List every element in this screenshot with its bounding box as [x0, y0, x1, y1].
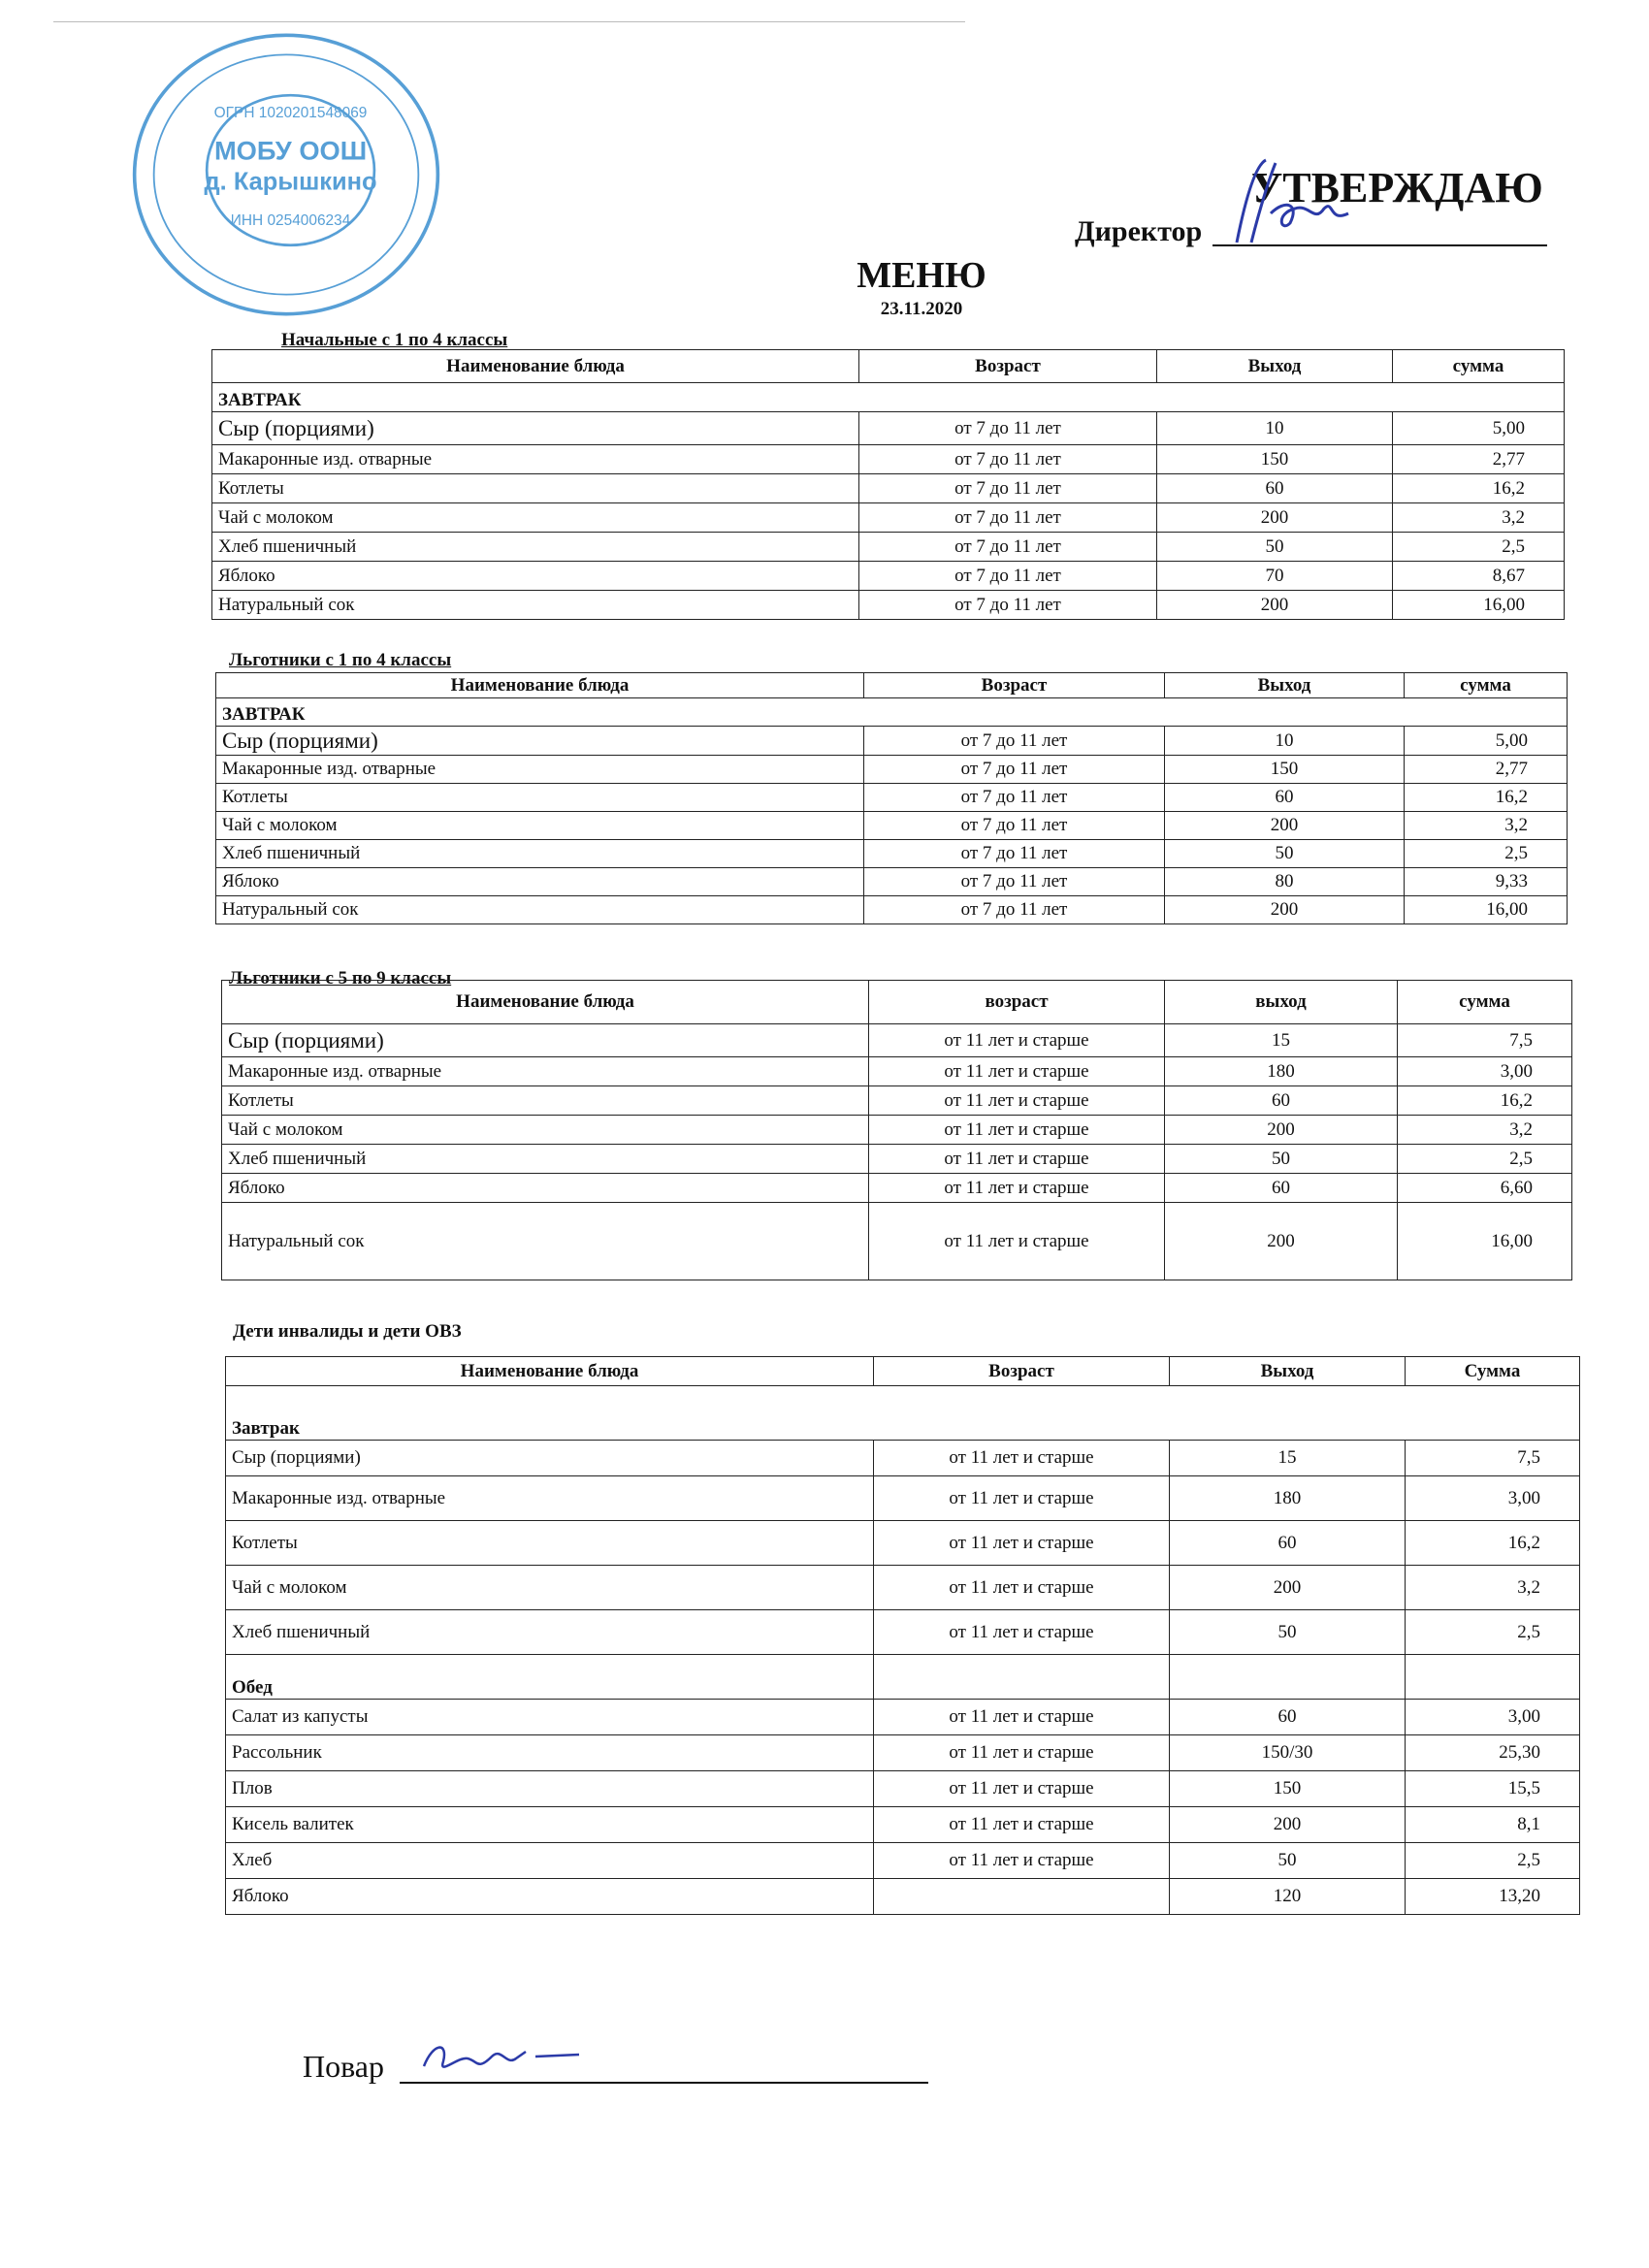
menu-table — [211, 349, 1565, 620]
menu-table — [221, 980, 1572, 1280]
dish-name: Яблоко — [212, 562, 859, 591]
dish-name: Котлеты — [222, 1086, 869, 1116]
price: 3,2 — [1393, 503, 1565, 533]
stamp-text-org: МОБУ ООШ — [213, 135, 368, 166]
header-yield: Выход — [1165, 673, 1405, 698]
yield: 180 — [1165, 1057, 1398, 1086]
header-age: Возраст — [874, 1357, 1170, 1386]
table-row — [222, 1024, 1572, 1057]
dish-name: Макаронные изд. отварные — [222, 1057, 869, 1086]
age-group: от 7 до 11 лет — [864, 784, 1165, 812]
director-signature — [1217, 155, 1353, 252]
table-row — [222, 1145, 1572, 1174]
price: 2,77 — [1405, 756, 1568, 784]
dish-name: Сыр (порциями) — [222, 1024, 869, 1057]
yield: 200 — [1165, 812, 1405, 840]
section-title: Льготники с 5 по 9 классы — [229, 968, 452, 988]
age-group: от 11 лет и старше — [869, 1174, 1165, 1203]
header-age: возраст — [869, 981, 1165, 1024]
table-row — [216, 784, 1568, 812]
table-row — [226, 1610, 1580, 1655]
table-row — [226, 1879, 1580, 1915]
section-title: Начальные с 1 по 4 классы — [281, 330, 508, 350]
yield: 150 — [1157, 445, 1393, 474]
table-row — [216, 727, 1568, 756]
meal-section-row — [216, 698, 1568, 727]
age-group: от 11 лет и старше — [874, 1566, 1170, 1610]
empty-cell — [1170, 1655, 1406, 1700]
age-group: от 11 лет и старше — [874, 1843, 1170, 1879]
price: 8,67 — [1393, 562, 1565, 591]
yield: 200 — [1157, 591, 1393, 620]
yield: 200 — [1165, 896, 1405, 924]
dish-name: Хлеб пшеничный — [226, 1610, 874, 1655]
age-group: от 7 до 11 лет — [864, 896, 1165, 924]
table-row — [216, 868, 1568, 896]
table-row — [226, 1441, 1580, 1476]
header-age: Возраст — [859, 350, 1157, 383]
price: 8,1 — [1406, 1807, 1580, 1843]
age-group: от 7 до 11 лет — [859, 474, 1157, 503]
price: 16,00 — [1393, 591, 1565, 620]
meal-section-label: Завтрак — [226, 1386, 1580, 1441]
dish-name: Сыр (порциями) — [216, 727, 864, 756]
dish-name: Натуральный сок — [222, 1203, 869, 1280]
yield: 60 — [1157, 474, 1393, 503]
price: 3,2 — [1398, 1116, 1572, 1145]
age-group — [874, 1879, 1170, 1915]
yield: 200 — [1170, 1807, 1406, 1843]
yield: 60 — [1165, 784, 1405, 812]
age-group: от 7 до 11 лет — [864, 840, 1165, 868]
price: 9,33 — [1405, 868, 1568, 896]
section-title: Дети инвалиды и дети ОВЗ — [233, 1321, 462, 1342]
table-row — [226, 1566, 1580, 1610]
cook-label: Повар — [303, 2049, 384, 2084]
dish-name: Макаронные изд. отварные — [226, 1476, 874, 1521]
age-group: от 11 лет и старше — [874, 1735, 1170, 1771]
menu-table — [225, 1356, 1580, 1915]
meal-section-label: ЗАВТРАК — [216, 698, 1568, 727]
age-group: от 11 лет и старше — [869, 1057, 1165, 1086]
price: 3,2 — [1405, 812, 1568, 840]
table-row — [226, 1700, 1580, 1735]
price: 2,5 — [1398, 1145, 1572, 1174]
age-group: от 11 лет и старше — [869, 1116, 1165, 1145]
age-group: от 7 до 11 лет — [859, 591, 1157, 620]
price: 2,5 — [1406, 1843, 1580, 1879]
header-age: Возраст — [864, 673, 1165, 698]
price: 7,5 — [1398, 1024, 1572, 1057]
price: 3,00 — [1398, 1057, 1572, 1086]
age-group: от 11 лет и старше — [874, 1476, 1170, 1521]
table-row — [222, 1086, 1572, 1116]
table-header-row — [216, 673, 1568, 698]
age-group: от 11 лет и старше — [869, 1203, 1165, 1280]
yield: 50 — [1170, 1610, 1406, 1655]
dish-name: Макаронные изд. отварные — [216, 756, 864, 784]
official-stamp — [126, 29, 446, 320]
dish-name: Хлеб — [226, 1843, 874, 1879]
price: 2,5 — [1393, 533, 1565, 562]
table-row — [226, 1807, 1580, 1843]
price: 25,30 — [1406, 1735, 1580, 1771]
dish-name: Чай с молоком — [222, 1116, 869, 1145]
age-group: от 7 до 11 лет — [864, 727, 1165, 756]
dish-name: Яблоко — [216, 868, 864, 896]
age-group: от 7 до 11 лет — [859, 412, 1157, 445]
page-title: МЕНЮ — [857, 255, 986, 296]
empty-cell — [1406, 1655, 1580, 1700]
yield: 60 — [1170, 1521, 1406, 1566]
age-group: от 7 до 11 лет — [864, 756, 1165, 784]
price: 3,00 — [1406, 1700, 1580, 1735]
table-row — [212, 533, 1565, 562]
table-row — [212, 474, 1565, 503]
yield: 200 — [1157, 503, 1393, 533]
dish-name: Хлеб пшеничный — [222, 1145, 869, 1174]
dish-name: Сыр (порциями) — [226, 1441, 874, 1476]
age-group: от 11 лет и старше — [869, 1086, 1165, 1116]
menu-table — [215, 672, 1568, 924]
dish-name: Котлеты — [212, 474, 859, 503]
table-row — [222, 1174, 1572, 1203]
price: 16,2 — [1398, 1086, 1572, 1116]
yield: 15 — [1170, 1441, 1406, 1476]
table-row — [226, 1771, 1580, 1807]
header-dish: Наименование блюда — [212, 350, 859, 383]
price: 2,77 — [1393, 445, 1565, 474]
dish-name: Чай с молоком — [212, 503, 859, 533]
header-yield: Выход — [1157, 350, 1393, 383]
age-group: от 7 до 11 лет — [859, 445, 1157, 474]
yield: 60 — [1165, 1174, 1398, 1203]
price: 16,2 — [1393, 474, 1565, 503]
table-row — [226, 1843, 1580, 1879]
director-label: Директор — [1075, 215, 1203, 247]
age-group: от 7 до 11 лет — [864, 868, 1165, 896]
table-row — [212, 412, 1565, 445]
age-group: от 7 до 11 лет — [859, 562, 1157, 591]
price: 16,2 — [1406, 1521, 1580, 1566]
price: 16,00 — [1398, 1203, 1572, 1280]
table-row — [216, 896, 1568, 924]
table-row — [216, 812, 1568, 840]
dish-name: Натуральный сок — [216, 896, 864, 924]
dish-name: Макаронные изд. отварные — [212, 445, 859, 474]
table-row — [212, 591, 1565, 620]
table-header-row — [212, 350, 1565, 383]
price: 2,5 — [1406, 1610, 1580, 1655]
header-price: Сумма — [1406, 1357, 1580, 1386]
table-row — [226, 1476, 1580, 1521]
table-row — [212, 503, 1565, 533]
table-row — [212, 445, 1565, 474]
dish-name: Яблоко — [226, 1879, 874, 1915]
table-row — [226, 1735, 1580, 1771]
dish-name: Рассольник — [226, 1735, 874, 1771]
yield: 10 — [1165, 727, 1405, 756]
age-group: от 11 лет и старше — [874, 1771, 1170, 1807]
yield: 70 — [1157, 562, 1393, 591]
dish-name: Котлеты — [216, 784, 864, 812]
table-row — [222, 1116, 1572, 1145]
yield: 60 — [1170, 1700, 1406, 1735]
meal-section-row — [226, 1386, 1580, 1441]
price: 7,5 — [1406, 1441, 1580, 1476]
header-dish: Наименование блюда — [222, 981, 869, 1024]
table-row — [216, 840, 1568, 868]
scan-edge-line — [53, 21, 965, 22]
dish-name: Чай с молоком — [216, 812, 864, 840]
age-group: от 7 до 11 лет — [859, 533, 1157, 562]
yield: 80 — [1165, 868, 1405, 896]
meal-section-label: ЗАВТРАК — [212, 383, 1565, 412]
table-row — [212, 562, 1565, 591]
age-group: от 11 лет и старше — [874, 1521, 1170, 1566]
table-row — [226, 1521, 1580, 1566]
yield: 50 — [1170, 1843, 1406, 1879]
yield: 50 — [1157, 533, 1393, 562]
price: 13,20 — [1406, 1879, 1580, 1915]
price: 3,00 — [1406, 1476, 1580, 1521]
yield: 50 — [1165, 1145, 1398, 1174]
approve-heading: УТВЕРЖДАЮ — [1251, 164, 1543, 211]
header-price: сумма — [1398, 981, 1572, 1024]
meal-section-label: Обед — [226, 1655, 874, 1700]
yield: 180 — [1170, 1476, 1406, 1521]
header-yield: выход — [1165, 981, 1398, 1024]
dish-name: Котлеты — [226, 1521, 874, 1566]
stamp-text-inn: ИНН 0254006234 — [230, 211, 351, 229]
header-price: сумма — [1405, 673, 1568, 698]
price: 2,5 — [1405, 840, 1568, 868]
age-group: от 11 лет и старше — [874, 1700, 1170, 1735]
price: 5,00 — [1405, 727, 1568, 756]
yield: 60 — [1165, 1086, 1398, 1116]
yield: 200 — [1170, 1566, 1406, 1610]
section-title: Льготники с 1 по 4 классы — [229, 650, 452, 670]
price: 6,60 — [1398, 1174, 1572, 1203]
age-group: от 7 до 11 лет — [859, 503, 1157, 533]
age-group: от 11 лет и старше — [874, 1441, 1170, 1476]
price: 3,2 — [1406, 1566, 1580, 1610]
table-header-row — [222, 981, 1572, 1024]
price: 16,2 — [1405, 784, 1568, 812]
dish-name: Яблоко — [222, 1174, 869, 1203]
table-row — [216, 756, 1568, 784]
dish-name: Хлеб пшеничный — [216, 840, 864, 868]
dish-name: Салат из капусты — [226, 1700, 874, 1735]
meal-section-row — [212, 383, 1565, 412]
table-row — [222, 1057, 1572, 1086]
yield: 10 — [1157, 412, 1393, 445]
age-group: от 11 лет и старше — [869, 1024, 1165, 1057]
yield: 15 — [1165, 1024, 1398, 1057]
stamp-text-village: д. Карышкино — [204, 168, 377, 196]
price: 15,5 — [1406, 1771, 1580, 1807]
age-group: от 11 лет и старше — [874, 1807, 1170, 1843]
price: 16,00 — [1405, 896, 1568, 924]
age-group: от 11 лет и старше — [869, 1145, 1165, 1174]
yield: 50 — [1165, 840, 1405, 868]
yield: 200 — [1165, 1116, 1398, 1145]
yield: 150 — [1170, 1771, 1406, 1807]
table-row — [222, 1203, 1572, 1280]
dish-name: Хлеб пшеничный — [212, 533, 859, 562]
dish-name: Кисель валитек — [226, 1807, 874, 1843]
yield: 150 — [1165, 756, 1405, 784]
header-dish: Наименование блюда — [216, 673, 864, 698]
header-price: сумма — [1393, 350, 1565, 383]
age-group: от 11 лет и старше — [874, 1610, 1170, 1655]
menu-date: 23.11.2020 — [880, 299, 963, 319]
header-yield: Выход — [1170, 1357, 1406, 1386]
header-dish: Наименование блюда — [226, 1357, 874, 1386]
yield: 200 — [1165, 1203, 1398, 1280]
yield: 150/30 — [1170, 1735, 1406, 1771]
dish-name: Чай с молоком — [226, 1566, 874, 1610]
dish-name: Натуральный сок — [212, 591, 859, 620]
cook-signature — [419, 2037, 584, 2086]
table-header-row — [226, 1357, 1580, 1386]
yield: 120 — [1170, 1879, 1406, 1915]
stamp-text-ogrn: ОГРН 1020201548069 — [213, 104, 368, 121]
dish-name: Плов — [226, 1771, 874, 1807]
empty-cell — [874, 1655, 1170, 1700]
dish-name: Сыр (порциями) — [212, 412, 859, 445]
meal-section-row — [226, 1655, 1580, 1700]
age-group: от 7 до 11 лет — [864, 812, 1165, 840]
price: 5,00 — [1393, 412, 1565, 445]
